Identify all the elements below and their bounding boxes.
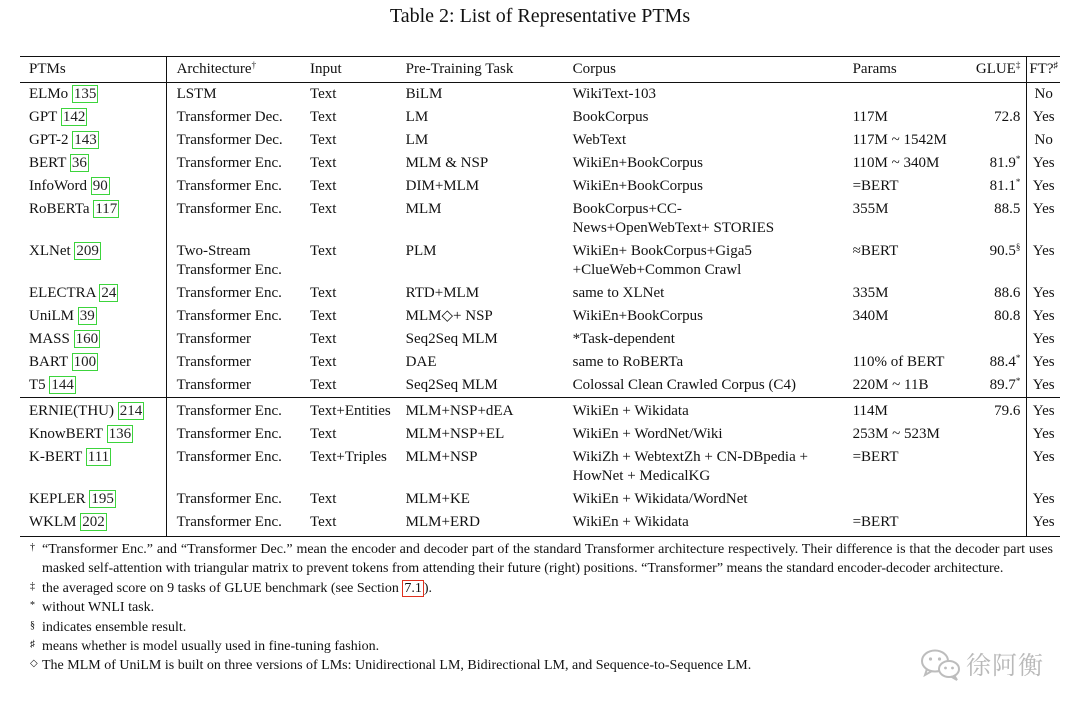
citation-link[interactable]: 135 bbox=[73, 86, 97, 102]
citation-link[interactable]: 214 bbox=[119, 403, 143, 419]
table-row bbox=[20, 129, 1060, 152]
footnote-mark: † bbox=[30, 542, 35, 553]
table-row bbox=[20, 488, 1060, 511]
footnote-mark: ‡ bbox=[30, 580, 35, 592]
glue-score: 81.9 bbox=[989, 155, 1016, 171]
cell-task: MLM+NSP bbox=[405, 449, 478, 465]
cell-architecture bbox=[166, 446, 300, 488]
architecture-line: Transformer Enc. bbox=[176, 491, 282, 507]
citation-link[interactable]: 142 bbox=[62, 109, 86, 125]
cell-glue bbox=[965, 152, 1027, 175]
cell-ptm bbox=[20, 305, 166, 328]
cell-ft: Yes bbox=[1027, 240, 1060, 282]
cell-input: Text bbox=[309, 285, 337, 301]
wechat-logo-icon bbox=[920, 648, 962, 682]
table-header-row bbox=[20, 57, 1060, 83]
cell-glue bbox=[965, 198, 1027, 240]
cell-glue bbox=[965, 398, 1027, 424]
glue-score: 88.5 bbox=[994, 201, 1021, 217]
corpus-line: WikiEn + Wikidata/WordNet bbox=[572, 491, 748, 507]
glue-mark: * bbox=[1015, 376, 1021, 386]
cell-task: BiLM bbox=[405, 86, 443, 102]
footnote-text: without WNLI task. bbox=[42, 600, 155, 616]
footnote-mark: ♯ bbox=[30, 639, 35, 651]
glue-score: 80.8 bbox=[994, 308, 1021, 324]
ptm-name: InfoWord bbox=[29, 178, 87, 194]
footnote bbox=[30, 656, 1053, 675]
cell-task: LM bbox=[405, 132, 429, 148]
architecture-line: Transformer Dec. bbox=[176, 132, 283, 148]
cell-input: Text bbox=[309, 109, 337, 125]
cell-input: Text bbox=[309, 377, 337, 393]
cell-ptm bbox=[20, 83, 166, 107]
table-row bbox=[20, 106, 1060, 129]
footnote bbox=[30, 579, 1053, 598]
cell-task: DAE bbox=[405, 354, 437, 370]
cell-params: 220M ~ 11B bbox=[852, 377, 929, 393]
glue-score: 89.7 bbox=[989, 377, 1016, 393]
corpus-line: *Task-dependent bbox=[572, 331, 675, 347]
cell-params: =BERT bbox=[843, 511, 965, 537]
footnote bbox=[30, 540, 1053, 579]
cell-params: 253M ~ 523M bbox=[852, 426, 940, 442]
table-row bbox=[20, 152, 1060, 175]
cell-input: Text bbox=[309, 491, 337, 507]
architecture-line: Transformer bbox=[176, 354, 252, 370]
architecture-line: Two-Stream bbox=[176, 243, 251, 259]
cell-input: Text bbox=[300, 511, 396, 537]
cell-corpus bbox=[563, 198, 843, 240]
cell-corpus bbox=[563, 423, 843, 446]
ptm-name: KEPLER bbox=[29, 491, 86, 507]
citation-link[interactable]: 90 bbox=[92, 178, 108, 194]
glue-mark: * bbox=[1015, 177, 1021, 187]
header-architecture: Architecture† bbox=[166, 57, 300, 83]
corpus-line: BookCorpus bbox=[572, 109, 649, 125]
table-row bbox=[20, 374, 1060, 398]
citation-link[interactable]: 24 bbox=[101, 285, 117, 301]
cell-ptm bbox=[20, 374, 166, 398]
citation-link[interactable]: 209 bbox=[76, 243, 99, 259]
table-caption: Table 2: List of Representative PTMs bbox=[389, 5, 691, 27]
architecture-line: Transformer Enc. bbox=[176, 285, 282, 301]
architecture-line: Transformer Enc. bbox=[176, 449, 282, 465]
watermark-text: 徐阿衡 bbox=[966, 651, 1045, 680]
citation-link[interactable]: 136 bbox=[108, 426, 132, 442]
footnote-text: means whether is model usually used in fine-tuning fashion. bbox=[42, 639, 380, 655]
cell-glue bbox=[965, 129, 1027, 152]
footnote bbox=[30, 598, 1053, 617]
glue-score: 79.6 bbox=[994, 403, 1021, 419]
cell-glue bbox=[965, 240, 1027, 282]
cell-params: 117M ~ 1542M bbox=[852, 132, 947, 148]
cell-glue bbox=[965, 175, 1027, 198]
cell-architecture bbox=[166, 83, 300, 107]
cell-ft: Yes bbox=[1027, 106, 1060, 129]
cell-params: 340M bbox=[852, 308, 889, 324]
cell-params: ≈BERT bbox=[852, 243, 899, 259]
cell-ptm bbox=[20, 423, 166, 446]
cell-input: Text+Entities bbox=[300, 398, 396, 424]
cell-task: MLM+KE bbox=[405, 491, 470, 507]
table-row bbox=[20, 305, 1060, 328]
architecture-line: Transformer Enc. bbox=[176, 403, 282, 419]
citation-link[interactable]: 111 bbox=[87, 449, 110, 465]
glue-score: 81.1 bbox=[989, 178, 1016, 194]
ptm-name: GPT bbox=[29, 109, 58, 125]
corpus-line: WikiEn + WordNet/Wiki bbox=[572, 426, 723, 442]
citation-link[interactable]: 117 bbox=[95, 201, 118, 217]
cell-glue bbox=[965, 374, 1027, 398]
cell-architecture bbox=[166, 240, 300, 282]
corpus-line: WikiEn + Wikidata bbox=[572, 514, 689, 530]
citation-link[interactable]: 100 bbox=[73, 354, 97, 370]
cell-architecture bbox=[166, 106, 300, 129]
cell-params: =BERT bbox=[852, 449, 899, 465]
table-row bbox=[20, 240, 1060, 282]
section-link[interactable]: 7.1 bbox=[404, 580, 422, 596]
table-row bbox=[20, 175, 1060, 198]
cell-ft: Yes bbox=[1027, 328, 1060, 351]
ptm-name: XLNet bbox=[29, 243, 71, 259]
table-row bbox=[20, 351, 1060, 374]
cell-input: Text bbox=[309, 308, 337, 324]
cell-glue bbox=[965, 488, 1027, 511]
header-task: Pre-Training Task bbox=[396, 57, 563, 83]
cell-params bbox=[843, 83, 965, 107]
footnote-text: The MLM of UniLM is built on three versions of LMs: Unidirectional LM, Bidirectional LM, and Sequence-to-Sequence LM. bbox=[42, 658, 752, 674]
cell-ft: Yes bbox=[1027, 374, 1060, 398]
ptm-name: BERT bbox=[29, 155, 67, 171]
glue-mark: § bbox=[1015, 242, 1021, 252]
header-ptms: PTMs bbox=[20, 57, 166, 83]
cell-corpus bbox=[563, 106, 843, 129]
cell-ft: Yes bbox=[1027, 175, 1060, 198]
corpus-line: WikiEn+BookCorpus bbox=[572, 178, 703, 194]
cell-glue bbox=[965, 83, 1027, 107]
cell-ptm bbox=[20, 446, 166, 488]
table-row bbox=[20, 423, 1060, 446]
cell-architecture bbox=[166, 374, 300, 398]
cell-glue bbox=[965, 106, 1027, 129]
cell-ptm bbox=[20, 398, 166, 424]
corpus-line: WebText bbox=[572, 132, 627, 148]
citation-link[interactable]: 39 bbox=[79, 308, 95, 324]
cell-glue bbox=[965, 282, 1027, 305]
cell-params: 355M bbox=[852, 201, 889, 217]
cell-architecture bbox=[166, 305, 300, 328]
cell-ptm bbox=[20, 240, 166, 282]
table-row bbox=[20, 328, 1060, 351]
corpus-line: News+OpenWebText+ STORIES bbox=[572, 220, 775, 236]
cell-params: 114M bbox=[843, 398, 965, 424]
cell-ft: Yes bbox=[1027, 398, 1060, 424]
cell-input: Text bbox=[309, 155, 337, 171]
cell-glue bbox=[965, 511, 1027, 537]
cell-corpus bbox=[563, 488, 843, 511]
corpus-line: WikiEn + Wikidata bbox=[572, 403, 689, 419]
cell-corpus bbox=[563, 240, 843, 282]
cell-glue bbox=[965, 423, 1027, 446]
cell-task: Seq2Seq MLM bbox=[405, 377, 498, 393]
table-row bbox=[20, 198, 1060, 240]
cell-params bbox=[843, 488, 965, 511]
architecture-line: Transformer Enc. bbox=[176, 178, 282, 194]
ptm-name: T5 bbox=[29, 377, 46, 393]
corpus-line: WikiEn+BookCorpus bbox=[572, 155, 703, 171]
table-row bbox=[20, 282, 1060, 305]
table-row bbox=[20, 511, 1060, 537]
cell-task: MLM◇+ NSP bbox=[405, 308, 493, 324]
architecture-line: Transformer bbox=[176, 331, 252, 347]
ptm-name: KnowBERT bbox=[29, 426, 103, 442]
cell-architecture bbox=[166, 282, 300, 305]
cell-input: Text bbox=[309, 201, 337, 217]
corpus-line: WikiText-103 bbox=[572, 86, 656, 102]
cell-input: Text+Triples bbox=[309, 449, 387, 465]
header-params: Params bbox=[843, 57, 965, 83]
footnote-text: the averaged score on 9 tasks of GLUE benchmark (see Section bbox=[42, 580, 403, 596]
cell-corpus bbox=[563, 282, 843, 305]
cell-task: MLM+ERD bbox=[396, 511, 563, 537]
cell-ptm bbox=[20, 282, 166, 305]
ptm-name: GPT-2 bbox=[29, 132, 69, 148]
cell-input: Text bbox=[309, 426, 337, 442]
cell-params bbox=[843, 328, 965, 351]
ptm-name: RoBERTa bbox=[29, 201, 90, 217]
cell-ft: Yes bbox=[1027, 198, 1060, 240]
table-footnotes bbox=[30, 540, 1053, 676]
cell-task: MLM+NSP+EL bbox=[405, 426, 505, 442]
ptm-name: ERNIE(THU) bbox=[29, 403, 114, 419]
corpus-line: BookCorpus+CC- bbox=[572, 201, 682, 217]
cell-architecture bbox=[166, 198, 300, 240]
cell-corpus bbox=[563, 83, 843, 107]
cell-task: RTD+MLM bbox=[405, 285, 480, 301]
cell-architecture bbox=[166, 328, 300, 351]
architecture-line: Transformer Enc. bbox=[176, 308, 282, 324]
cell-ptm bbox=[20, 328, 166, 351]
glue-score: 88.4 bbox=[989, 354, 1016, 370]
corpus-line: HowNet + MedicalKG bbox=[572, 468, 711, 484]
table-row bbox=[20, 446, 1060, 488]
cell-ptm bbox=[20, 152, 166, 175]
header-glue: GLUE‡ bbox=[965, 57, 1027, 83]
header-input: Input bbox=[300, 57, 396, 83]
cell-task: LM bbox=[405, 109, 429, 125]
cell-input: Text bbox=[309, 243, 337, 259]
cell-params: 110M ~ 340M bbox=[852, 155, 940, 171]
cell-corpus bbox=[563, 328, 843, 351]
ptm-name: ELMo bbox=[29, 86, 69, 102]
cell-task: MLM+NSP+dEA bbox=[396, 398, 563, 424]
cell-corpus bbox=[563, 152, 843, 175]
cell-architecture bbox=[166, 175, 300, 198]
cell-architecture bbox=[166, 152, 300, 175]
cell-glue bbox=[965, 351, 1027, 374]
cell-ft: Yes bbox=[1027, 152, 1060, 175]
cell-ptm bbox=[20, 511, 166, 537]
glue-score: 88.6 bbox=[994, 285, 1021, 301]
citation-link[interactable]: 195 bbox=[91, 491, 114, 507]
glue-score: 72.8 bbox=[994, 109, 1021, 125]
cell-ft: No bbox=[1027, 83, 1060, 107]
cell-ft: Yes bbox=[1027, 282, 1060, 305]
ptm-name: K-BERT bbox=[29, 449, 82, 465]
cell-corpus bbox=[563, 374, 843, 398]
cell-params: 335M bbox=[852, 285, 889, 301]
table-row bbox=[20, 83, 1060, 107]
watermark bbox=[920, 644, 1050, 684]
cell-task: MLM bbox=[405, 201, 442, 217]
cell-ft: Yes bbox=[1027, 488, 1060, 511]
architecture-line: Transformer Enc. bbox=[176, 155, 282, 171]
corpus-line: same to XLNet bbox=[572, 285, 665, 301]
cell-architecture bbox=[166, 423, 300, 446]
cell-corpus bbox=[563, 446, 843, 488]
cell-input: Text bbox=[309, 331, 337, 347]
footnote-text: “Transformer Enc.” and “Transformer Dec.” mean the encoder and decoder part of the standard Transformer architecture respectively. Their difference is that the decoder part uses masked self-attention with triangular matrix to prevent tokens from attending their future (right) positions. “Transformer” means the standard encoder-decoder architecture. bbox=[42, 542, 1053, 577]
header-corpus: Corpus bbox=[563, 57, 843, 83]
architecture-line: Transformer Dec. bbox=[176, 109, 283, 125]
architecture-line: Transformer Enc. bbox=[176, 426, 282, 442]
cell-task: MLM & NSP bbox=[405, 155, 489, 171]
cell-corpus bbox=[563, 398, 843, 424]
cell-input: Text bbox=[309, 132, 337, 148]
citation-link[interactable]: 144 bbox=[51, 377, 74, 393]
footnote-text: indicates ensemble result. bbox=[42, 619, 187, 635]
cell-ft: Yes bbox=[1027, 351, 1060, 374]
ptm-name: UniLM bbox=[29, 308, 74, 324]
ptm-table bbox=[20, 56, 1060, 537]
cell-glue bbox=[965, 446, 1027, 488]
architecture-line: LSTM bbox=[176, 86, 217, 102]
corpus-line: +ClueWeb+Common Crawl bbox=[572, 262, 742, 278]
footnote bbox=[30, 637, 1053, 656]
citation-link[interactable]: 160 bbox=[75, 331, 99, 347]
cell-ptm bbox=[20, 198, 166, 240]
ptm-name: ELECTRA bbox=[29, 285, 96, 301]
footnote-text-after: ). bbox=[423, 580, 433, 596]
cell-ptm bbox=[20, 351, 166, 374]
cell-task: Seq2Seq MLM bbox=[405, 331, 498, 347]
ptm-name: BART bbox=[29, 354, 68, 370]
cell-glue bbox=[965, 328, 1027, 351]
cell-architecture bbox=[166, 488, 300, 511]
cell-input: Text bbox=[309, 86, 337, 102]
cell-ft: No bbox=[1027, 129, 1060, 152]
architecture-line: Transformer Enc. bbox=[176, 201, 282, 217]
cell-architecture bbox=[166, 129, 300, 152]
citation-link[interactable]: 143 bbox=[74, 132, 97, 148]
cell-corpus bbox=[563, 305, 843, 328]
cell-corpus bbox=[563, 351, 843, 374]
glue-mark: * bbox=[1015, 353, 1021, 363]
table-row bbox=[20, 398, 1060, 424]
cell-input: Text bbox=[309, 354, 337, 370]
cell-ptm bbox=[20, 488, 166, 511]
cell-ptm bbox=[20, 106, 166, 129]
cell-ft: Yes bbox=[1027, 446, 1060, 488]
cell-ptm bbox=[20, 175, 166, 198]
cell-ft: Yes bbox=[1027, 511, 1060, 537]
header-ft: FT?♯ bbox=[1027, 57, 1060, 83]
corpus-line: Colossal Clean Crawled Corpus (C4) bbox=[572, 377, 796, 393]
ptm-name: WKLM bbox=[29, 514, 77, 530]
cell-corpus bbox=[563, 511, 843, 537]
cell-params: =BERT bbox=[852, 178, 899, 194]
cell-ft: Yes bbox=[1027, 305, 1060, 328]
footnote-mark: ◇ bbox=[30, 658, 38, 670]
cell-corpus bbox=[563, 129, 843, 152]
cell-architecture bbox=[166, 511, 300, 537]
footnote bbox=[30, 618, 1053, 637]
corpus-line: same to RoBERTa bbox=[572, 354, 684, 370]
corpus-line: WikiEn+ BookCorpus+Giga5 bbox=[572, 243, 752, 259]
ptm-name: MASS bbox=[29, 331, 70, 347]
cell-task: PLM bbox=[405, 243, 437, 259]
cell-params: 117M bbox=[852, 109, 888, 125]
architecture-line: Transformer Enc. bbox=[176, 514, 282, 530]
architecture-line: Transformer bbox=[176, 377, 252, 393]
glue-score: 90.5 bbox=[989, 243, 1016, 259]
cell-architecture bbox=[166, 398, 300, 424]
citation-link[interactable]: 202 bbox=[82, 514, 105, 530]
cell-glue bbox=[965, 305, 1027, 328]
cell-params: 110% of BERT bbox=[852, 354, 945, 370]
cell-architecture bbox=[166, 351, 300, 374]
footnote-mark: § bbox=[30, 619, 35, 631]
cell-input: Text bbox=[309, 178, 337, 194]
cell-ptm bbox=[20, 129, 166, 152]
cell-ft: Yes bbox=[1027, 423, 1060, 446]
corpus-line: WikiZh + WebtextZh + CN-DBpedia + bbox=[572, 449, 808, 465]
citation-link[interactable]: 36 bbox=[71, 155, 87, 171]
corpus-line: WikiEn+BookCorpus bbox=[572, 308, 703, 324]
glue-mark: * bbox=[1015, 154, 1021, 164]
cell-corpus bbox=[563, 175, 843, 198]
footnote-mark: * bbox=[30, 600, 35, 612]
cell-task: DIM+MLM bbox=[405, 178, 480, 194]
architecture-line: Transformer Enc. bbox=[176, 262, 282, 278]
